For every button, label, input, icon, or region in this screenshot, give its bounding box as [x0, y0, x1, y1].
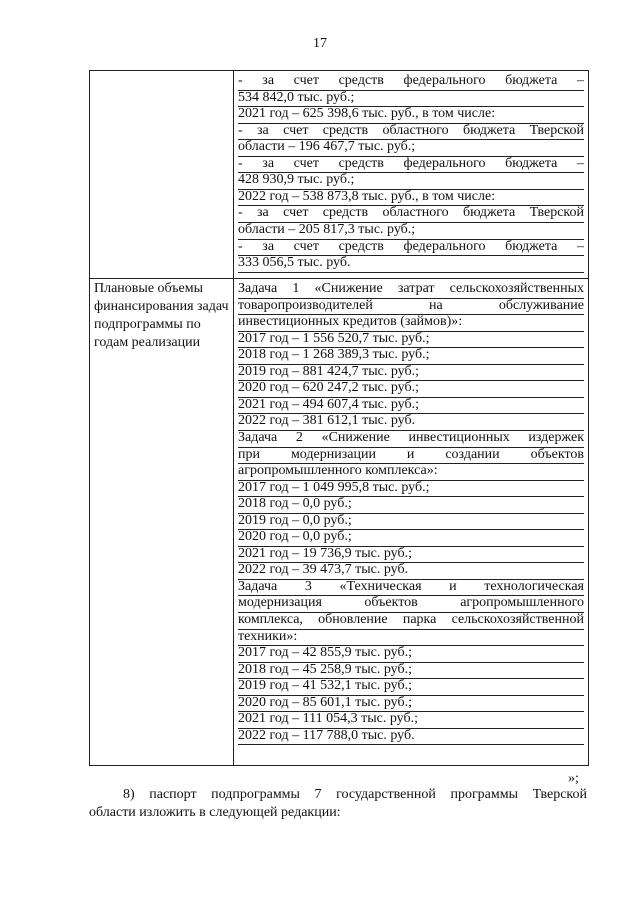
text-line: 2021 год – 625 398,6 тыс. руб., в том числе:: [238, 106, 584, 124]
text-line: 2022 год – 381 612,1 тыс. руб.: [238, 413, 584, 431]
text-line: области – 205 817,3 тыс. руб.;: [238, 222, 584, 240]
text-line: 333 056,5 тыс. руб.: [238, 255, 584, 273]
text-line: 2019 год – 881 424,7 тыс. руб.;: [238, 364, 584, 382]
row-divider: [234, 278, 588, 279]
page-number: 17: [313, 36, 327, 51]
text-line: Задача 1 «Снижение затрат сельскохозяйственных: [238, 281, 584, 299]
text-line: 534 842,0 тыс. руб.;: [238, 90, 584, 108]
text-line: 2020 год – 620 247,2 тыс. руб.;: [238, 380, 584, 398]
paragraph-line: области изложить в следующей редакции:: [89, 805, 341, 820]
text-line: 2020 год – 0,0 руб.;: [238, 529, 584, 547]
text-line: - за счет средств федерального бюджета –: [238, 156, 584, 174]
text-line: 2020 год – 85 601,1 тыс. руб.;: [238, 695, 584, 713]
table-label-column: [90, 71, 234, 765]
text-line: инвестиционных кредитов (займов)»:: [238, 314, 584, 332]
table-value-column: [234, 71, 588, 765]
text-line: 2017 год – 42 855,9 тыс. руб.;: [238, 645, 584, 663]
text-line: - за счет средств федерального бюджета –: [238, 73, 584, 91]
text-line: 2021 год – 19 736,9 тыс. руб.;: [238, 546, 584, 564]
row-divider: [90, 278, 233, 279]
text-line: 2018 год – 1 268 389,3 тыс. руб.;: [238, 347, 584, 365]
text-line: 2018 год – 45 258,9 тыс. руб.;: [238, 662, 584, 680]
text-line: 2021 год – 111 054,3 тыс. руб.;: [238, 711, 584, 729]
text-line: агропромышленного комплекса»:: [238, 463, 584, 481]
text-line: техники»:: [238, 629, 584, 647]
passport-table: [89, 70, 589, 766]
text-line: области – 196 467,7 тыс. руб.;: [238, 139, 584, 157]
text-line: Задача 3 «Техническая и технологическая: [238, 579, 584, 597]
text-line: - за счет средств федерального бюджета –: [238, 239, 584, 257]
text-line: - за счет средств областного бюджета Тверской: [238, 123, 584, 141]
text-line: 2019 год – 41 532,1 тыс. руб.;: [238, 678, 584, 696]
text-line: комплекса, обновление парка сельскохозяйственной: [238, 612, 584, 630]
row-label-planned-financing: Плановые объемы финансирования задач подпрограммы по годам реализации: [94, 281, 229, 350]
text-line: Задача 2 «Снижение инвестиционных издержек: [238, 430, 584, 448]
text-line: 2022 год – 39 473,7 тыс. руб.: [238, 562, 584, 580]
text-line: 428 930,9 тыс. руб.;: [238, 172, 584, 190]
closing-quote: »;: [568, 771, 579, 786]
text-line: 2019 год – 0,0 руб.;: [238, 513, 584, 531]
text-line: модернизация объектов агропромышленного: [238, 595, 584, 613]
text-line: 2017 год – 1 556 520,7 тыс. руб.;: [238, 331, 584, 349]
paragraph-line: 8) паспорт подпрограммы 7 государственной программы Тверской: [123, 787, 587, 802]
text-line: товаропроизводителей на обслуживание: [238, 298, 584, 316]
text-line: 2021 год – 494 607,4 тыс. руб.;: [238, 397, 584, 415]
text-line: 2017 год – 1 049 995,8 тыс. руб.;: [238, 480, 584, 498]
text-line: - за счет средств областного бюджета Тверской: [238, 205, 584, 223]
text-line: при модернизации и создании объектов: [238, 447, 584, 465]
text-line: 2022 год – 117 788,0 тыс. руб.: [238, 728, 584, 746]
text-line: 2022 год – 538 873,8 тыс. руб., в том числе:: [238, 189, 584, 207]
text-line: 2018 год – 0,0 руб.;: [238, 496, 584, 514]
